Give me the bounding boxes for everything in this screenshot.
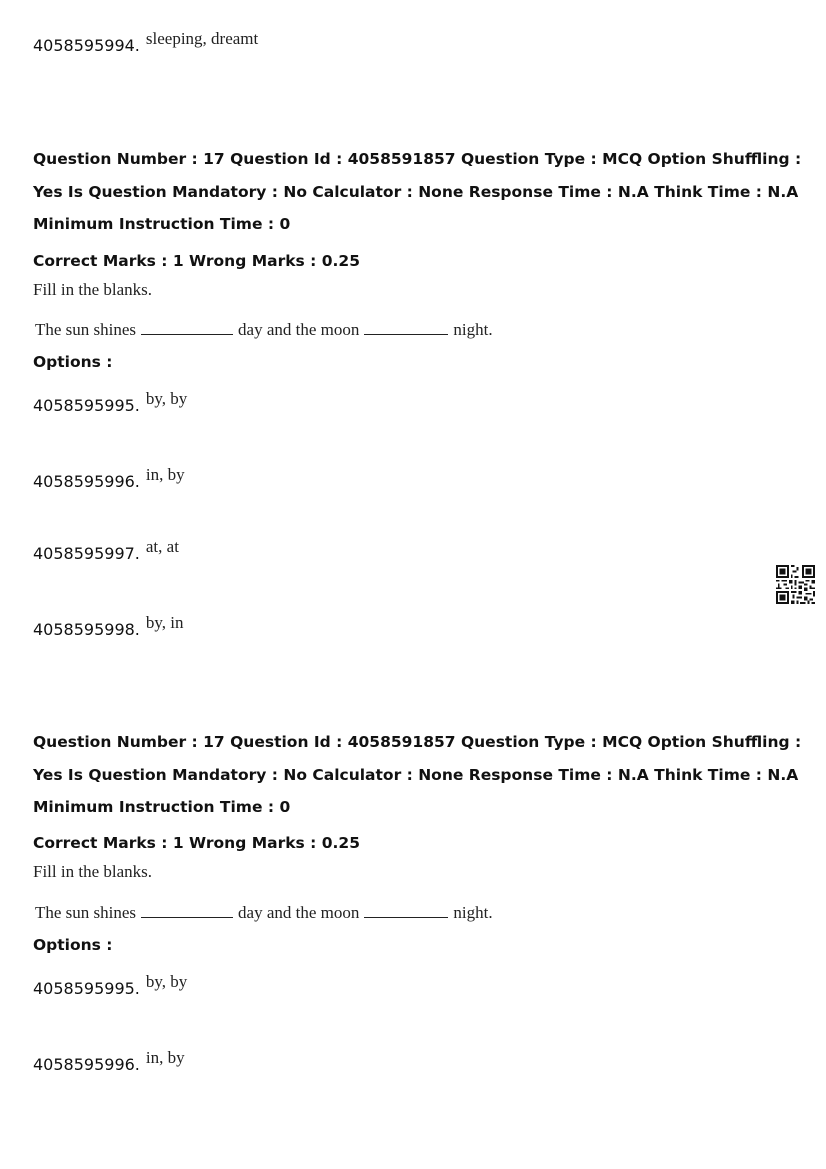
answer-blank bbox=[364, 903, 448, 918]
option-item bbox=[33, 389, 188, 416]
question-header: Question Number : 17 Question Id : 4058591857 Question Type : MCQ Option Shuffling : Yes Is Question Mandatory : No Calculator : None Response Time : N.A Think Time : N.A Minimum Instruction Time : 0 bbox=[33, 150, 802, 233]
sentence-part: night. bbox=[453, 903, 493, 922]
option-text: by, by bbox=[145, 972, 188, 991]
sentence-part: night. bbox=[453, 320, 493, 339]
sentence-part: day and the moon bbox=[238, 903, 360, 922]
option-text: at, at bbox=[145, 537, 179, 556]
answer-blank bbox=[364, 320, 448, 335]
option-number: 4058595996. bbox=[33, 1055, 140, 1074]
option-item bbox=[33, 613, 184, 640]
options-label: Options : bbox=[33, 936, 113, 954]
qr-code-icon bbox=[776, 565, 815, 604]
option-number: 4058595994. bbox=[33, 36, 140, 55]
option-item bbox=[33, 972, 188, 999]
question-sentence bbox=[35, 320, 493, 340]
option-number: 4058595996. bbox=[33, 472, 140, 491]
sentence-part: day and the moon bbox=[238, 320, 360, 339]
question-header: Question Number : 17 Question Id : 4058591857 Question Type : MCQ Option Shuffling : Yes Is Question Mandatory : No Calculator : None Response Time : N.A Think Time : N.A Minimum Instruction Time : 0 bbox=[33, 733, 802, 816]
option-number: 4058595995. bbox=[33, 396, 140, 415]
question-sentence bbox=[35, 903, 493, 923]
option-number: 4058595995. bbox=[33, 979, 140, 998]
option-item bbox=[33, 537, 179, 564]
answer-blank bbox=[141, 903, 233, 918]
option-text: in, by bbox=[145, 465, 185, 484]
sentence-part: The sun shines bbox=[35, 320, 137, 339]
option-number: 4058595997. bbox=[33, 544, 140, 563]
option-item bbox=[33, 29, 259, 56]
option-text: by, in bbox=[145, 613, 184, 632]
sentence-part: The sun shines bbox=[35, 903, 137, 922]
answer-blank bbox=[141, 320, 233, 335]
question-marks: Correct Marks : 1 Wrong Marks : 0.25 bbox=[33, 834, 360, 852]
option-text: by, by bbox=[145, 389, 188, 408]
option-item bbox=[33, 465, 185, 492]
option-text: in, by bbox=[145, 1048, 185, 1067]
question-instruction: Fill in the blanks. bbox=[33, 862, 152, 881]
option-number: 4058595998. bbox=[33, 620, 140, 639]
option-item bbox=[33, 1048, 185, 1075]
question-marks: Correct Marks : 1 Wrong Marks : 0.25 bbox=[33, 252, 360, 270]
options-label: Options : bbox=[33, 353, 113, 371]
option-text: sleeping, dreamt bbox=[145, 29, 259, 48]
question-instruction: Fill in the blanks. bbox=[33, 280, 152, 299]
